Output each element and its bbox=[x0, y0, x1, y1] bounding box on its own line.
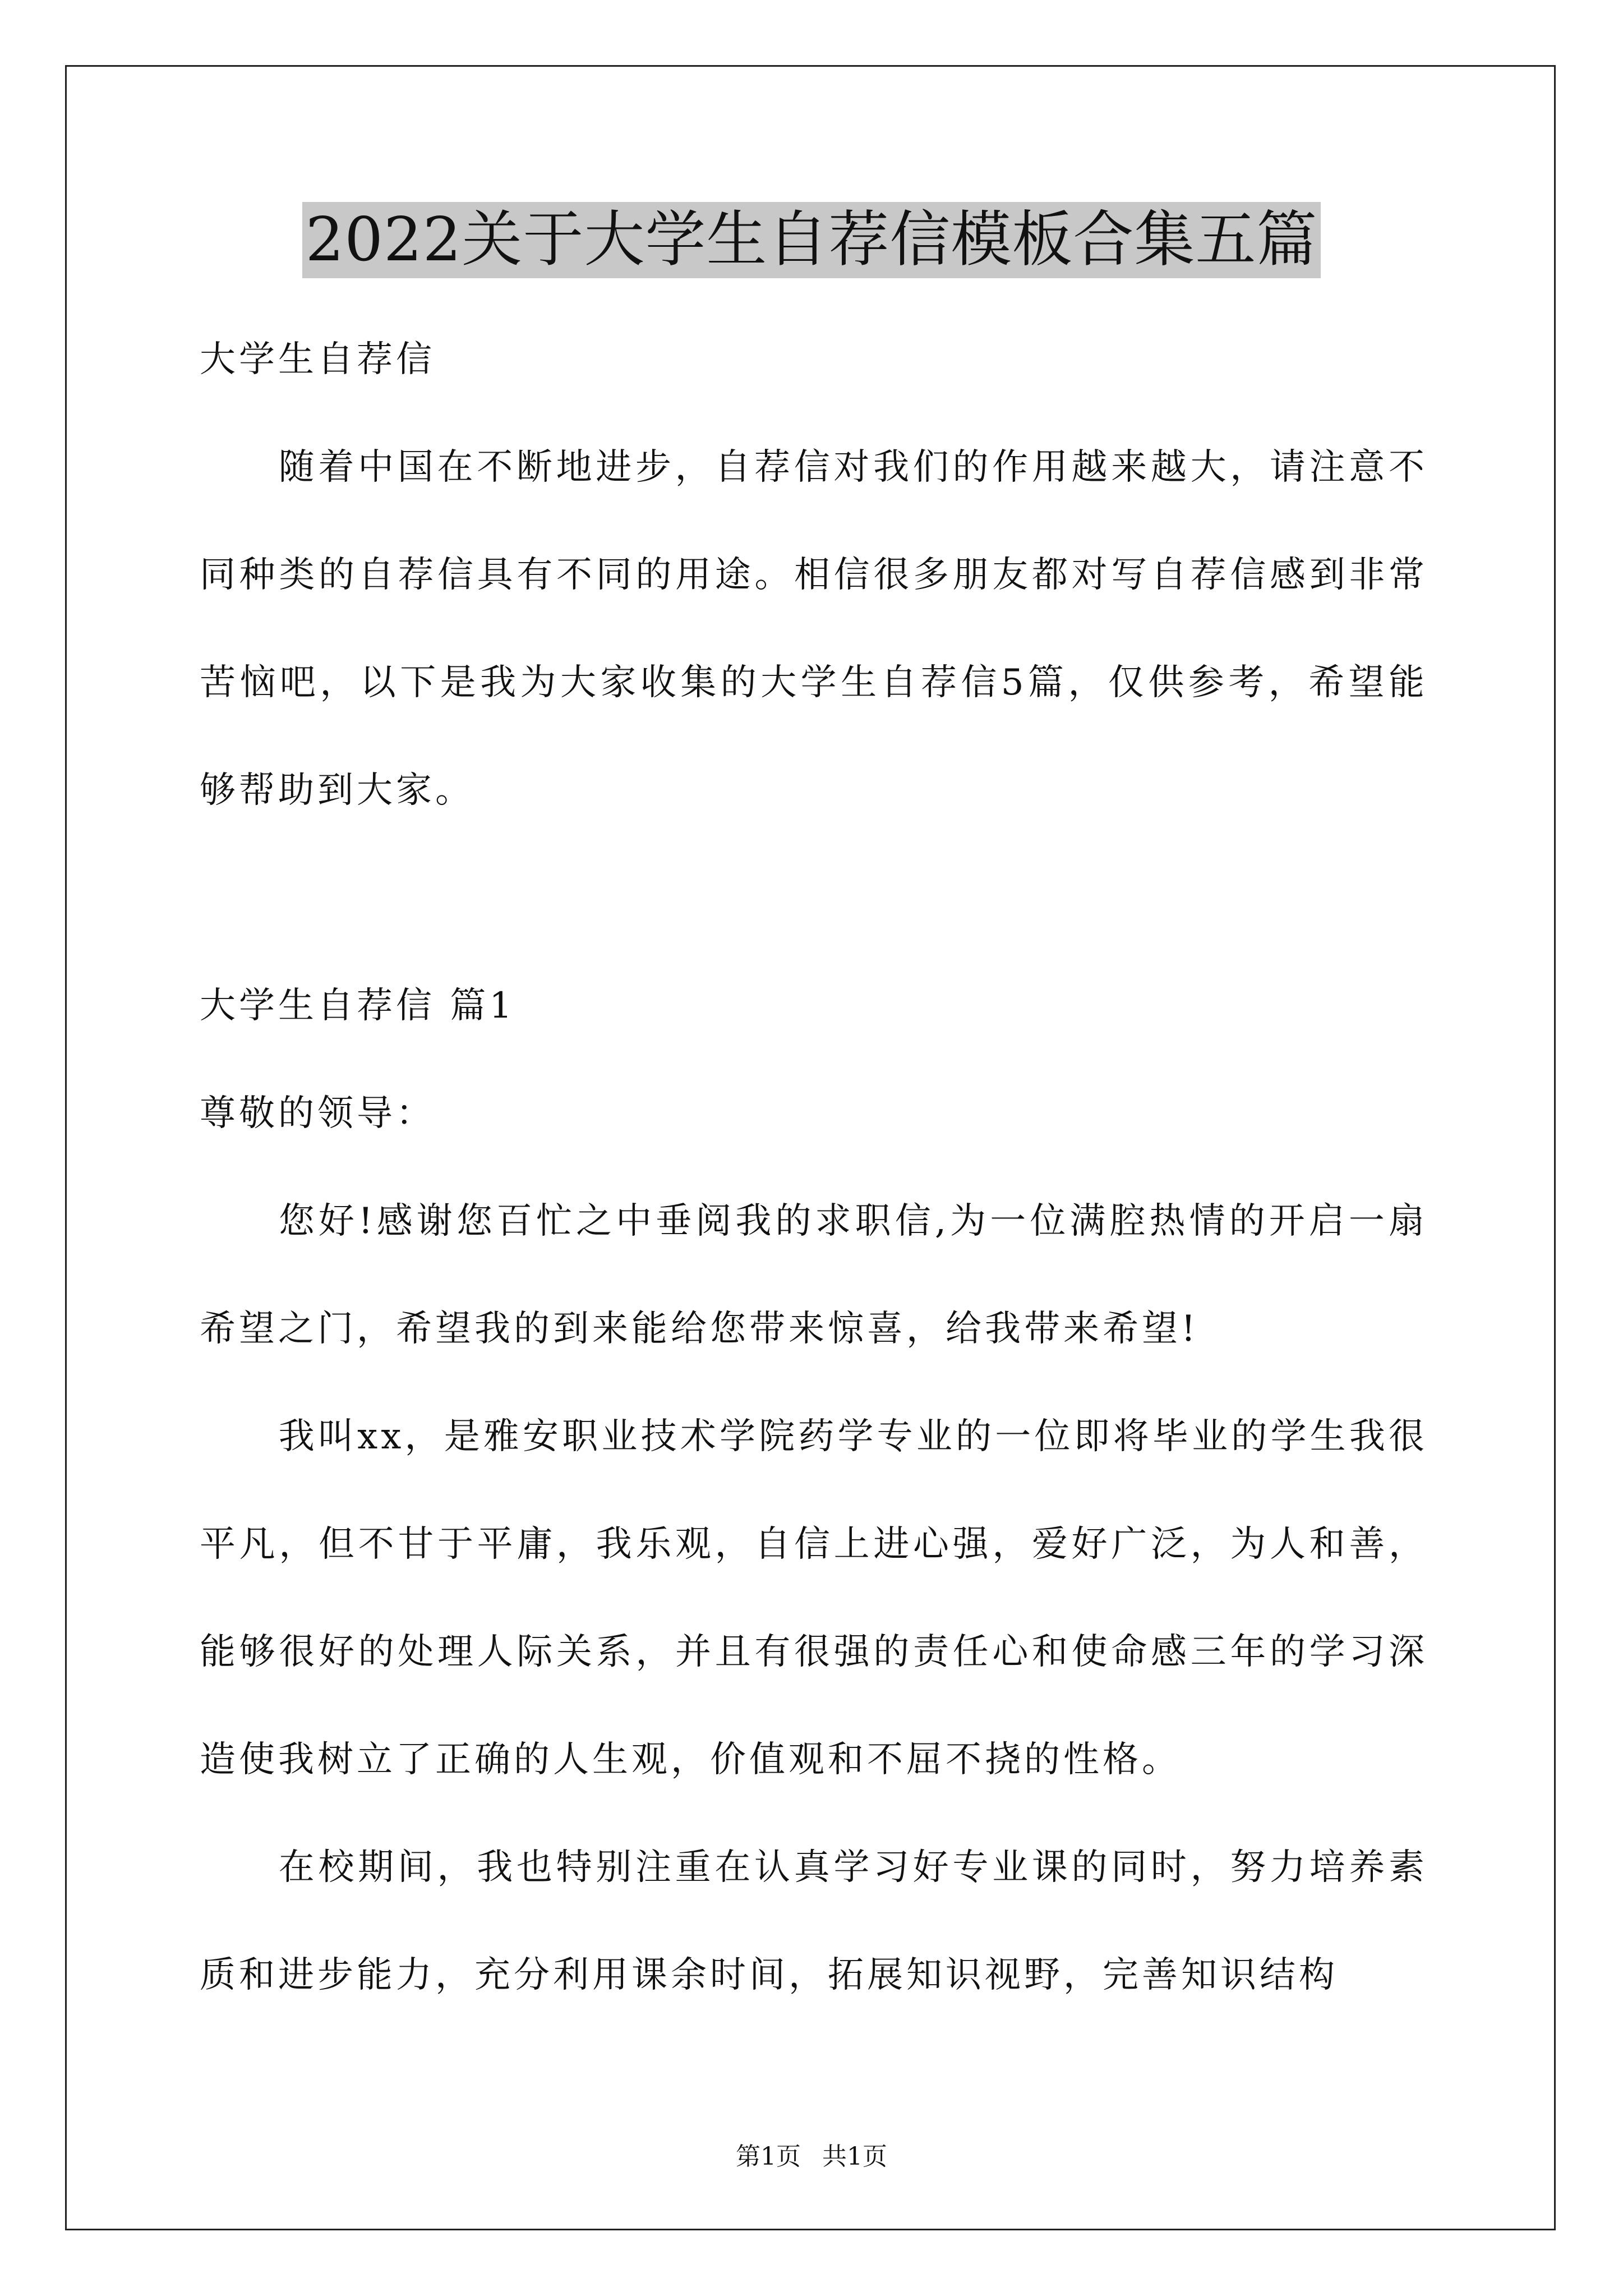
intro-paragraph: 随着中国在不断地进步，自荐信对我们的作用越来越大，请注意不同种类的自荐信具有不同的用途。相信很多朋友都对写自荐信感到非常苦恼吧，以下是我为大家收集的大学生自荐信5篇，仅供参考，希望能够帮助到大家。 bbox=[200, 447, 1428, 811]
body-paragraph: 在校期间，我也特别注重在认真学习好专业课的同时，努力培养素质和进步能力，充分利用课余时间，拓展知识视野，完善知识结构 bbox=[200, 1847, 1428, 1996]
page-footer bbox=[0, 2140, 1623, 2174]
document-body bbox=[200, 306, 1428, 2029]
body-paragraph: 我叫xx，是雅安职业技术学院药学专业的一位即将毕业的学生我很平凡，但不甘于平庸，我乐观，自信上进心强，爱好广泛，为人和善，能够很好的处理人际关系，并且有很强的责任心和使命感三年的学习深造使我树立了正确的人生观，价值观和不屈不挠的性格。 bbox=[200, 1416, 1428, 1780]
salutation: 尊敬的领导： bbox=[200, 1093, 435, 1134]
section-heading: 大学生自荐信 篇1 bbox=[200, 985, 516, 1027]
page-total: 共1页 bbox=[822, 2142, 887, 2171]
spacer bbox=[200, 844, 1428, 952]
title-container bbox=[0, 202, 1623, 278]
document-title: 2022关于大学生自荐信模板合集五篇 bbox=[302, 202, 1321, 278]
page-number: 第1页 bbox=[736, 2142, 801, 2171]
intro-heading: 大学生自荐信 bbox=[200, 339, 435, 380]
body-paragraph: 您好!感谢您百忙之中垂阅我的求职信,为一位满腔热情的开启一扇希望之门，希望我的到来能给您带来惊喜，给我带来希望! bbox=[200, 1200, 1428, 1350]
